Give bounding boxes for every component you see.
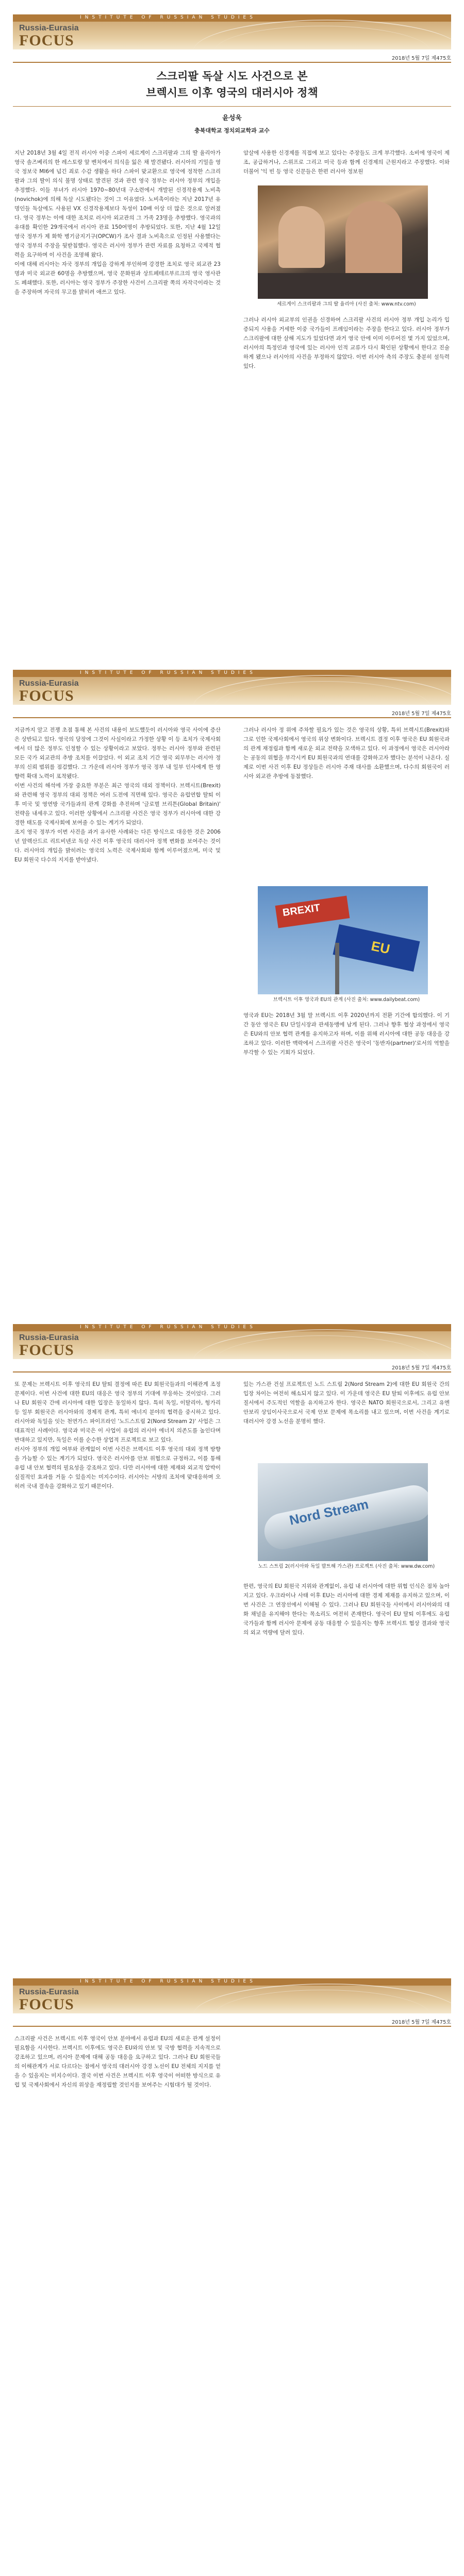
page-1 — [0, 0, 464, 654]
nord-stream-photo: Nord Stream — [258, 1463, 428, 1561]
page1-photo-caption — [243, 301, 450, 308]
masthead-strip-text: INSTITUTE OF RUSSIAN STUDIES — [80, 15, 256, 20]
page1-right-column-bottom: 그러나 러시아 외교부의 인권을 신경하여 스크리팔 사건의 러시아 정부 개입 논리가 입증되지 사용을 거세한 이중 국가들이 프레임이라는 주장을 한다고 있다. 러시아 정부가 스크리팔에 대한 살해 지도가 있었다면 과거 영국 안에 이미 이루어진 몇 가지 있었으며, 러시아의 특정인과 영국에 있는 러시아 인적 교류가 다시 확인된 상황에서 한다고 진술하게 됐으나 러시아의 사건을 부정하지 않았다. 이번 러시아 측의 주장도 충분히 설득력 있다. — [243, 317, 450, 369]
page2-right-column-bottom: 영국과 EU는 2018년 3월 말 브렉시트 이후 2020년까지 전환 기간에 합의했다. 이 기간 동안 영국은 EU 단일시장과 관세동맹에 남게 된다. 그러나 향후 협상 과정에서 영국은 EU와의 안보 협력 관계를 유지하고자 하며, 이를 위해 러시아에 대한 공동 대응을 강조하고 있다. 이러한 맥락에서 스크리팔 사건은 영국이 '동반자(partner)'로서의 역할을 부각할 수 있는 기회가 되었다. — [243, 1012, 450, 1056]
masthead-title-line2: FOCUS — [19, 687, 74, 704]
masthead-title-line1: Russia-Eurasia — [19, 24, 79, 32]
masthead — [13, 14, 451, 49]
masthead-title-line1: Russia-Eurasia — [19, 1333, 79, 1342]
masthead-page4 — [13, 1978, 451, 2013]
page3-left-column: 또 문제는 브렉시트 이후 영국의 EU 탈퇴 결정에 따른 EU 회원국들과의 이해관계 조정 문제이다. 이번 사건에 대한 EU의 대응은 영국 정부의 기대에 부응하는 것이었다. 그러나 EU 회원국 간에 러시아에 대한 입장은 동일하지 않다. 특히 독일, 이탈리아, 헝가리 등 일부 회원국은 러시아와의 경제적 관계, 특히 에너지 분야의 협력을 중시하고 있다. 러시아와 독일을 잇는 천연가스 파이프라인 '노드스트림 2(Nord Stream 2)' 사업은 그 대표적인 사례이다. 영국과 미국은 이 사업이 유럽의 러시아 에너지 의존도를 높인다며 반대하고 있지만, 독일은 이를 순수한 상업적 프로젝트로 보고 있다. 러시아 정부의 개입 여부와 관계없이 이번 사건은 브렉시트 이후 영국의 대외 정책 방향을 가늠할 수 있는 계기가 되었다. 영국은 러시아를 안보 위협으로 규정하고, 이를 통해 유럽 내 안보 협력의 필요성을 강조하고 있다. 다만 러시아에 대한 제재와 외교적 압박이 실질적인 효과를 거둘 수 있을지는 미지수이다. 러시아는 서방의 조치에 맞대응하며 오히려 국내 결속을 강화하고 있기 때문이다. — [14, 1381, 221, 1489]
page3-right-column-top: 있는 가스관 건설 프로젝트인 노드 스트림 2(Nord Stream 2)에 대한 EU 회원국 간의 입장 차이는 여전히 해소되지 않고 있다. 이 가운데 영국은 EU 탈퇴 이후에도 유럽 안보 질서에서 주도적인 역할을 유지하고자 한다. 영국은 NATO 회원국으로서, 그리고 유엔 안보리 상임이사국으로서 국제 안보 문제에 목소리를 내고 있으며, 이번 사건을 계기로 대러시아 강경 노선을 분명히 했다. — [243, 1381, 450, 1425]
author-block — [0, 112, 464, 134]
masthead-title-line1: Russia-Eurasia — [19, 679, 79, 688]
page3-photo-caption: 노드 스트림 2(러시아와 독일 발트해 가스관) 프로젝트 (사진 출처: www.dw.com) — [258, 1564, 435, 1569]
masthead-strip-text: INSTITUTE OF RUSSIAN STUDIES — [80, 670, 256, 675]
author-affiliation: 충북대학교 정치외교학과 교수 — [194, 127, 270, 134]
masthead-title-line2: FOCUS — [19, 32, 74, 49]
page2-left-column: 지금까지 알고 전쟁 초점 통해 본 사건의 내용이 보도했듯이 러시아와 영국 사이에 증산은 상반되고 있다. 영국의 당장에 그것이 사실이라고 가정한 상황 이 등 조치가 국제사회에서 더 많은 정부도 인정할 수 있는 상황이라고 보았다. 정부는 러시아 정부와 관련된 모든 국가 외교관의 추방 조치를 이끌었다. 이 외교 조치 기간 영국 외무부는 러시아 정부의 신뢰 범위를 점검했다. 그 가운데 러시아 정부가 영국 정부 내 일부 인사에게 한 영향력 확대 노력이 포착됐다. 이번 사건의 해석에 가장 중요한 부분은 최근 영국의 대외 정책이다. 브렉시트(Brexit)와 관련해 영국 정부의 대외 정책은 여러 도전에 직면해 있다. 영국은 유럽연합 탈퇴 이후 미국 및 영연방 국가들과의 관계 강화를 추진하며 '글로벌 브리튼(Global Britain)' 전략을 내세우고 있다. 이러한 상황에서 스크리팔 사건은 영국 정부가 러시아에 대한 강경한 태도를 국제사회에 보여줄 수 있는 계기가 되었다. 조지 영국 정부가 이번 사건을 과거 유사한 사례와는 다른 방식으로 대응한 것은 2006년 알렉산드르 리트비넨코 독살 사건 이후 영국의 대러시아 정책 변화를 보여주는 것이다. 러시아의 개입을 밝히려는 영국의 노력은 국제사회와 함께 이루어졌으며, 미국 및 EU 회원국 다수의 지지를 받아냈다. — [14, 727, 221, 863]
issue-info: 2018년 5월 7일 제475호 — [391, 1365, 451, 1371]
photo-caption-text: 세르게이 스크리팔과 그의 딸 율리아 — [277, 301, 354, 307]
masthead-title-line1: Russia-Eurasia — [19, 1988, 79, 1996]
page1-left-column: 지난 2018년 3월 4일 전직 러시아 이중 스파이 세르게이 스크리팔과 그의 딸 율리아가 영국 솔즈베리의 한 레스토랑 앞 벤치에서 의식을 잃은 채 발견됐다. 러시아의 기밀을 영국 정보국 MI6에 넘긴 죄로 수감 생활을 하다 스파이 맞교환으로 영국에 정착한 스크리팔과 그의 딸이 의식 불명 상태로 발견된 것과 관련 영국 정부는 러시아 정부의 개입을 추정했다. 이들 부녀가 러시아 1970~80년대 구소련에서 개발된 신경작용제 노비촉(novichok)에 의해 독살 시도됐다는 것이 그 이유였다. 노비촉이라는 지난 2017년 유명인들 독살에도 사용된 VX 신경작용제보다 독성이 10배 이상 더 많은 것으로 알려졌다. 영국 정부는 이에 대한 조치로 러시아 외교관의 그 가족 23명을 추방했다. 영국과의 유대를 확인한 29개국에서 러시아 관료 150여명이 추방되었다. 또한, 지난 4월 12일 영국 정부가 제 화학 병기금지기구(OPCW)가 조사 결과 노비촉으로 인정된 사용했다는 영국 정부의 주장을 뒷받침했다. 영국은 러시아 정부가 관련 자료를 요청하고 국제적 협력을 요구하며 이 사건을 조명해 왔다. 이에 대해 러시아는 자국 정부의 개입을 강하게 부인하며 강경한 조치로 영국 외교관 23명과 미국 외교관 60명을 추방했으며, 영국 문화원과 상트페테르부르크의 영국 영사관도 폐쇄했다. 또한, 러시아는 영국 정부가 주장한 사건이 스크리팔 쪽의 자작극이라는 것을 주장하며 자국의 무고를 밝히려 애쓰고 있다. — [14, 150, 221, 295]
page-4 — [0, 1973, 464, 2576]
header-rule — [13, 717, 451, 718]
page-2 — [0, 665, 464, 1309]
skripal-photo — [258, 185, 428, 299]
masthead-page3 — [13, 1324, 451, 1359]
masthead-title-line2: FOCUS — [19, 1342, 74, 1359]
masthead-strip-text: INSTITUTE OF RUSSIAN STUDIES — [80, 1979, 256, 1984]
author-name: 윤성욱 — [222, 114, 242, 122]
header-rule — [13, 2026, 451, 2027]
issue-info: 2018년 5월 7일 제475호 — [391, 2020, 451, 2025]
headline-rule — [13, 106, 451, 107]
headline-line2: 브렉시트 이후 영국의 대러시아 정책 — [146, 87, 318, 99]
headline-line1: 스크리팔 독살 시도 사건으로 본 — [156, 70, 308, 82]
page4-left-column: 스크리팔 사건은 브렉시트 이후 영국이 안보 분야에서 유럽과 EU의 새로운 관계 설정이 필요함을 시사한다. 브렉시트 이후에도 영국은 EU와의 안보 및 국방 협력을 지속적으로 강조하고 있으며, 러시아 문제에 대해 공동 대응을 요구하고 있다. 그러나 EU 회원국들의 이해관계가 서로 다르다는 점에서 영국의 대러시아 강경 노선이 EU 전체의 지지를 얻을 수 있을지는 미지수이다. 결국 이번 사건은 브렉시트 이후 영국이 어떠한 방식으로 유럽 및 국제사회에서 자신의 위상을 재정립할 것인지를 보여주는 시험대가 될 것이다. — [14, 2036, 221, 2088]
masthead-strip-text: INSTITUTE OF RUSSIAN STUDIES — [80, 1325, 256, 1330]
masthead-page2 — [13, 670, 451, 705]
page-3 — [0, 1319, 464, 1963]
header-rule — [13, 1371, 451, 1372]
masthead-title-line2: FOCUS — [19, 1996, 74, 2013]
issue-info: 2018년 5월 7일 제475호 — [391, 56, 451, 61]
header-rule — [13, 62, 451, 63]
photo-caption-source: (사진 출처: www.ntv.com) — [356, 301, 416, 307]
page3-right-column-bottom: 한편, 영국의 EU 회원국 지위와 관계없이, 유럽 내 러시아에 대한 위협 인식은 점차 높아지고 있다. 우크라이나 사태 이후 EU는 러시아에 대한 경제 제재를 유지하고 있으며, 이번 사건은 그 연장선에서 이해될 수 있다. 그러나 EU 회원국들 사이에서 러시아와의 대화 채널을 유지해야 한다는 목소리도 여전히 존재한다. 영국이 EU 탈퇴 이후에도 유럽 국가들과 함께 러시아 문제에 공동 대응할 수 있을지는 향후 브렉시트 협상 결과와 영국의 외교 역량에 달려 있다. — [243, 1583, 450, 1636]
page2-right-column-top: 그러나 러시아 정 위에 주차할 필요가 있는 것은 영국의 상황, 특히 브렉시트(Brexit)와 그로 인한 국제사회에서 영국의 위상 변화이다. 브렉시트 결정 이후 영국은 EU 회원국과의 관계 재정립과 함께 새로운 외교 전략을 모색하고 있다. 이 과정에서 영국은 러시아라는 공동의 위협을 부각시켜 EU 회원국과의 연대를 강화하고자 했다는 분석이 나온다. 실제로 이번 사건 이후 EU 정상들은 러시아 주재 대사를 소환했으며, 다수의 회원국이 러시아 외교관 추방에 동참했다. — [243, 727, 450, 779]
page2-photo-caption: 브렉시트 이후 영국과 EU의 관계 (사진 출처: www.dailybeat.com) — [273, 997, 420, 1003]
brexit-sign-photo: BREXIT EU — [258, 886, 428, 994]
page1-right-column-top: 암살에 사용한 신경제를 직접에 보고 있다는 주장들도 크게 부각했다. 소비에 영국이 제조, 공급하거나, 스위프로 그리고 미국 등과 함께 신경제의 근원지라고 주장했다. 이와 더불어 '익 빈 등 영국 신문들은 한편 러시아 정보원 — [243, 150, 450, 175]
issue-info: 2018년 5월 7일 제475호 — [391, 711, 451, 717]
article-headline — [31, 68, 433, 101]
